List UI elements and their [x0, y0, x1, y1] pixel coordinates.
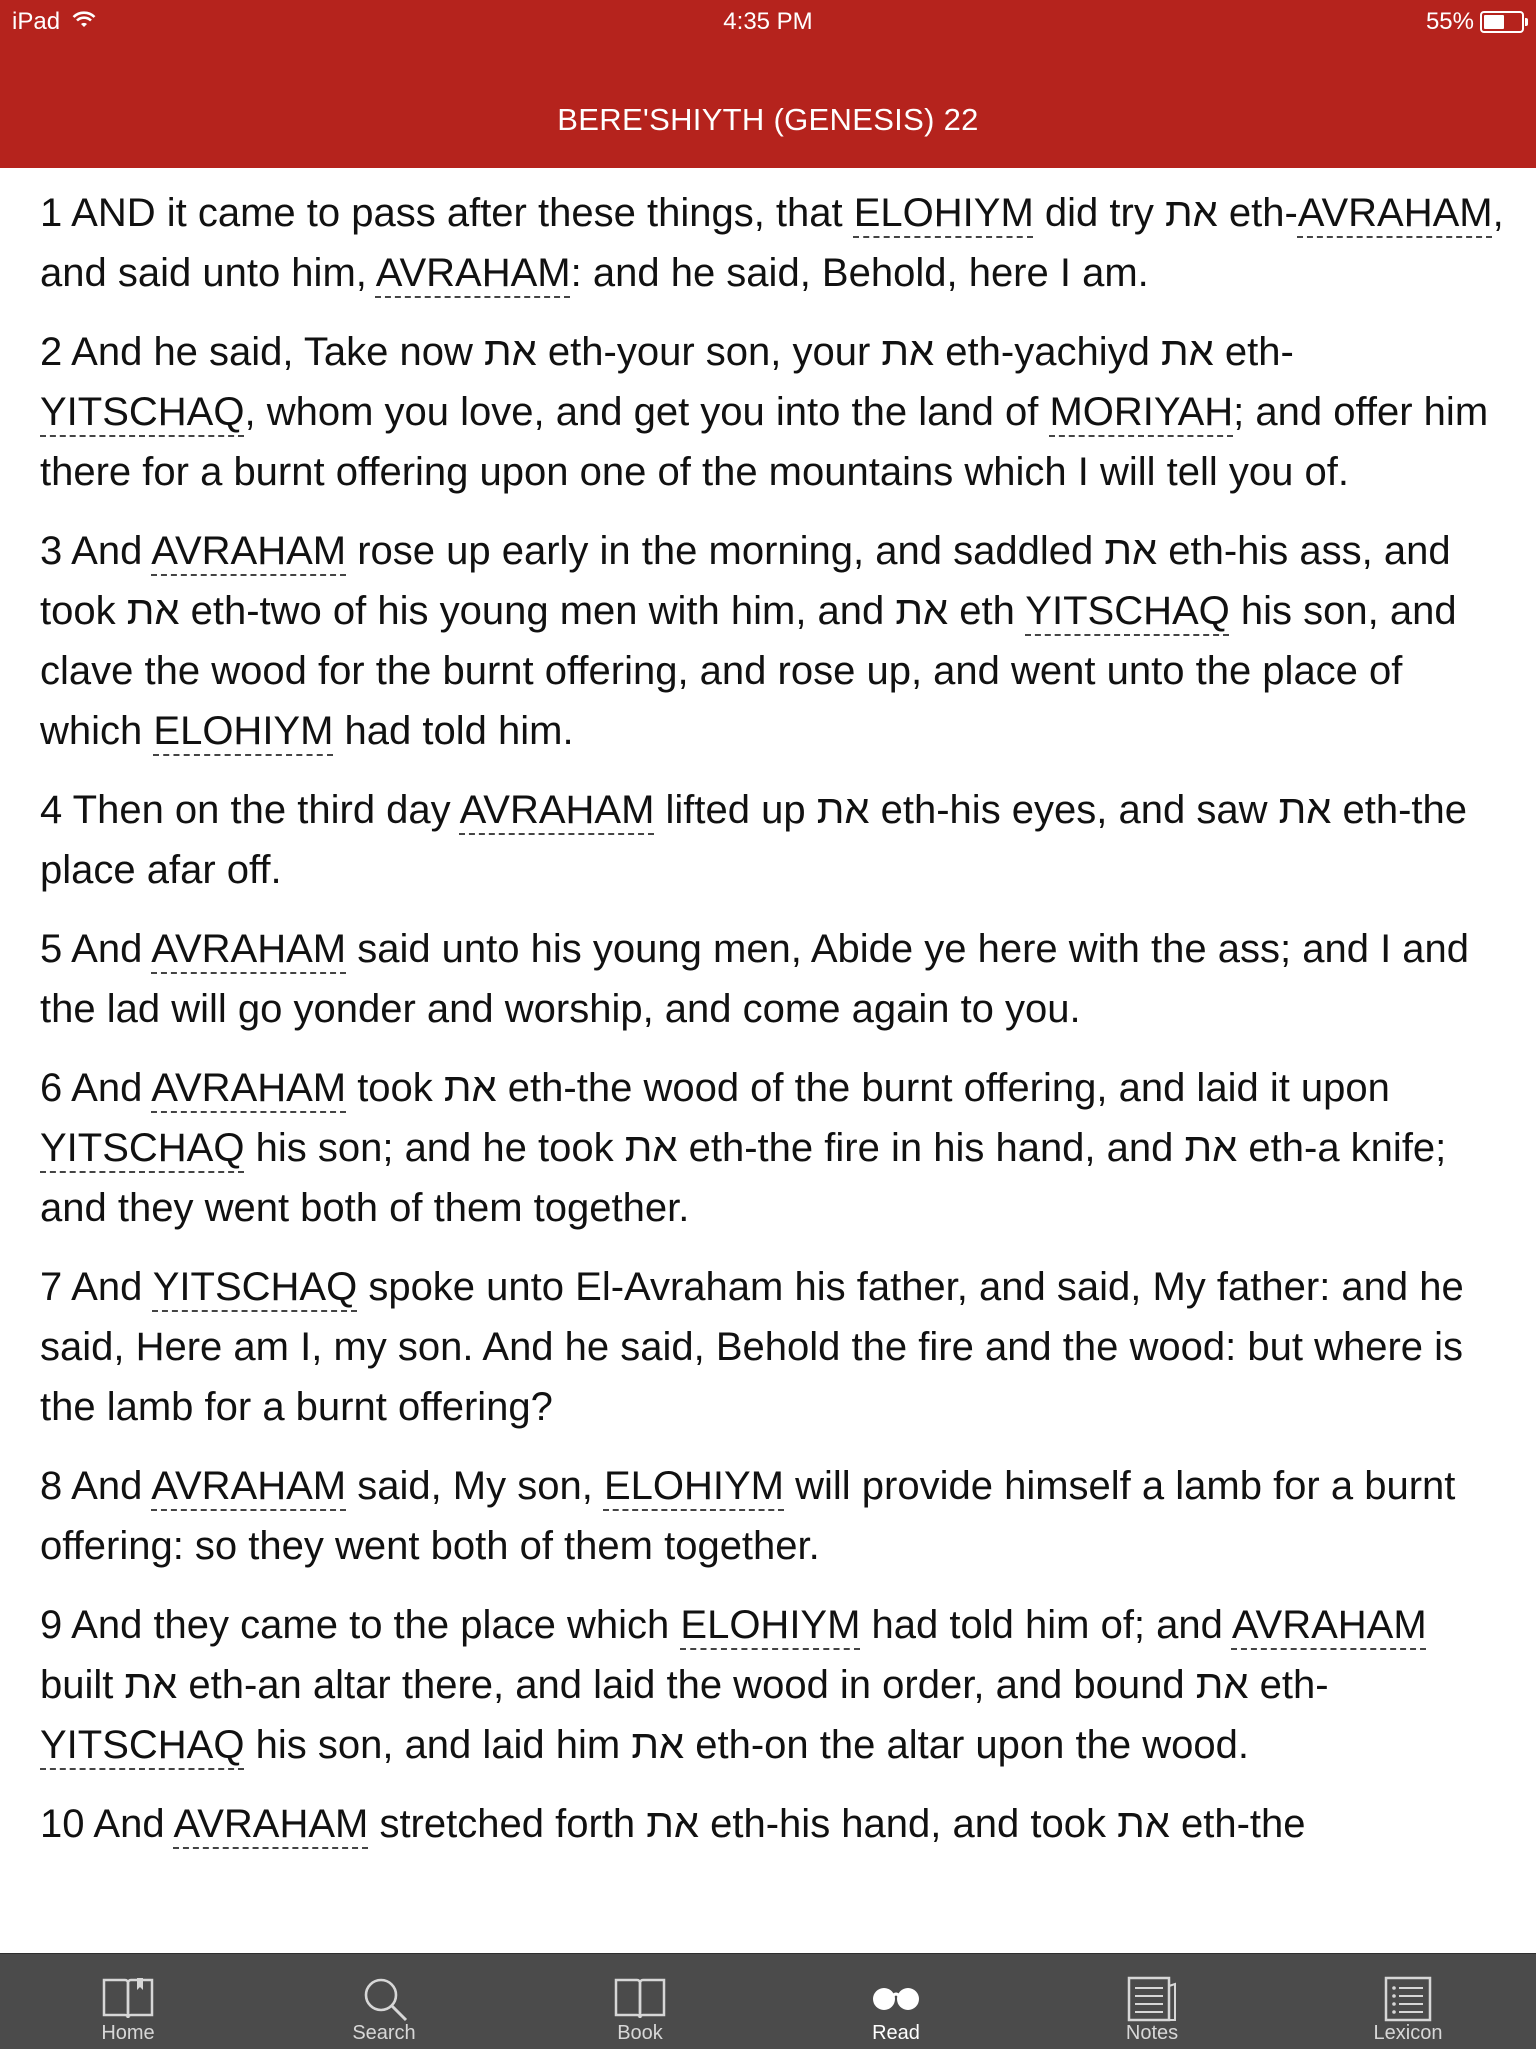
- name-link[interactable]: YITSCHAQ: [40, 390, 245, 434]
- status-bar: [0, 0, 1536, 44]
- verse-text: had told him of; and: [860, 1603, 1232, 1647]
- name-link[interactable]: ELOHIYM: [603, 1464, 784, 1508]
- name-link[interactable]: AVRAHAM: [151, 1464, 347, 1508]
- verse-text: 1 AND it came to pass after these things, that: [40, 191, 854, 235]
- name-link[interactable]: MORIYAH: [1049, 390, 1234, 434]
- verse-text: will provide himself a lamb for a burnt offering: so they went both of them together.: [40, 1464, 1456, 1568]
- verse-text: his son; and he took את eth-the fire in his hand, and את eth-a knife; and they went both of them together.: [40, 1126, 1447, 1230]
- verse-text: ; and offer him there for a burnt offering upon one of the mountains which I will tell you of.: [40, 390, 1489, 494]
- verse-text: 4 Then on the third day: [40, 788, 460, 832]
- verse-text: 7 And: [40, 1265, 153, 1309]
- name-link[interactable]: AVRAHAM: [1297, 191, 1493, 235]
- verse-8: [40, 1456, 1505, 1576]
- verse-9: [40, 1595, 1505, 1775]
- name-link[interactable]: AVRAHAM: [173, 1802, 369, 1846]
- verse-10: [40, 1794, 1505, 1854]
- verse-text: 10 And: [40, 1802, 174, 1846]
- tab-read[interactable]: [768, 1954, 1024, 2049]
- verse-text: rose up early in the morning, and saddled את eth-his ass, and took את eth-two of his young men with him, and את eth: [40, 529, 1451, 633]
- verse-text: 9 And they came to the place which: [40, 1603, 681, 1647]
- name-link[interactable]: YITSCHAQ: [1025, 589, 1230, 633]
- tab-lexicon[interactable]: [1280, 1954, 1536, 2049]
- verse-text: 3 And: [40, 529, 152, 573]
- verse-text: 6 And: [40, 1066, 152, 1110]
- battery-icon: [1480, 11, 1524, 33]
- tab-bar: [0, 1953, 1536, 2049]
- verse-text: took את eth-the wood of the burnt offering, and laid it upon: [346, 1066, 1390, 1110]
- tab-label: Home: [101, 2022, 155, 2044]
- tab-notes[interactable]: [1024, 1954, 1280, 2049]
- verse-4: [40, 780, 1505, 900]
- verse-text: his son, and laid him את eth-on the altar upon the wood.: [244, 1723, 1249, 1767]
- verse-text: 5 And: [40, 927, 152, 971]
- name-link[interactable]: AVRAHAM: [151, 529, 347, 573]
- battery-percent: 55%: [1425, 8, 1474, 35]
- navigation-bar: [0, 44, 1536, 168]
- verse-2: [40, 322, 1505, 502]
- verse-text: , whom you love, and get you into the land of: [244, 390, 1050, 434]
- name-link[interactable]: AVRAHAM: [459, 788, 655, 832]
- tab-home[interactable]: [0, 1954, 256, 2049]
- verse-6: [40, 1058, 1505, 1238]
- verse-text: 8 And: [40, 1464, 152, 1508]
- verse-1: [40, 183, 1505, 303]
- verse-text: spoke unto El-Avraham his father, and said, My father: and he said, Here am I, my son. And he said, Behold the fire and the wood: but where is the lamb for a burnt offering?: [40, 1265, 1464, 1429]
- verse-text: lifted up את eth-his eyes, and saw את eth-the place afar off.: [40, 788, 1468, 892]
- verse-text: said, My son,: [346, 1464, 604, 1508]
- verse-text: built את eth-an altar there, and laid the wood in order, and bound את eth-: [40, 1663, 1329, 1707]
- chapter-text[interactable]: [40, 183, 1505, 1953]
- page-title: BERE'SHIYTH (GENESIS) 22: [557, 102, 979, 137]
- verse-text: said unto his young men, Abide ye here with the ass; and I and the lad will go yonder and worship, and come again to you.: [40, 927, 1470, 1031]
- verse-text: did try את eth-: [1033, 191, 1298, 235]
- verse-text: 2 And he said, Take now את eth-your son, your את eth-yachiyd את eth-: [40, 330, 1294, 374]
- tab-book[interactable]: [512, 1954, 768, 2049]
- name-link[interactable]: AVRAHAM: [151, 1066, 347, 1110]
- verse-7: [40, 1257, 1505, 1437]
- verse-text: had told him.: [333, 709, 574, 753]
- tab-label: Search: [352, 2022, 416, 2044]
- tab-label: Book: [617, 2022, 663, 2044]
- verse-text: , and said unto him,: [40, 191, 1504, 295]
- tab-label: Notes: [1125, 2022, 1179, 2044]
- device-name: iPad: [12, 8, 61, 35]
- verse-text: : and he said, Behold, here I am.: [570, 251, 1149, 295]
- name-link[interactable]: YITSCHAQ: [152, 1265, 358, 1309]
- name-link[interactable]: ELOHIYM: [853, 191, 1034, 235]
- name-link[interactable]: AVRAHAM: [375, 251, 571, 295]
- clock: 4:35 PM: [723, 8, 813, 35]
- name-link[interactable]: YITSCHAQ: [40, 1126, 245, 1170]
- name-link[interactable]: ELOHIYM: [153, 709, 334, 753]
- name-link[interactable]: YITSCHAQ: [40, 1723, 245, 1767]
- verse-3: [40, 521, 1505, 761]
- tab-search[interactable]: [256, 1954, 512, 2049]
- verse-5: [40, 919, 1505, 1039]
- verse-text: stretched forth את eth-his hand, and took את eth-the: [368, 1802, 1306, 1846]
- name-link[interactable]: ELOHIYM: [680, 1603, 861, 1647]
- name-link[interactable]: AVRAHAM: [1231, 1603, 1427, 1647]
- name-link[interactable]: AVRAHAM: [151, 927, 347, 971]
- verse-text: his son, and clave the wood for the burnt offering, and rose up, and went unto the place of which: [40, 589, 1457, 753]
- tab-label: Read: [872, 2022, 920, 2044]
- tab-label: Lexicon: [1373, 2022, 1443, 2044]
